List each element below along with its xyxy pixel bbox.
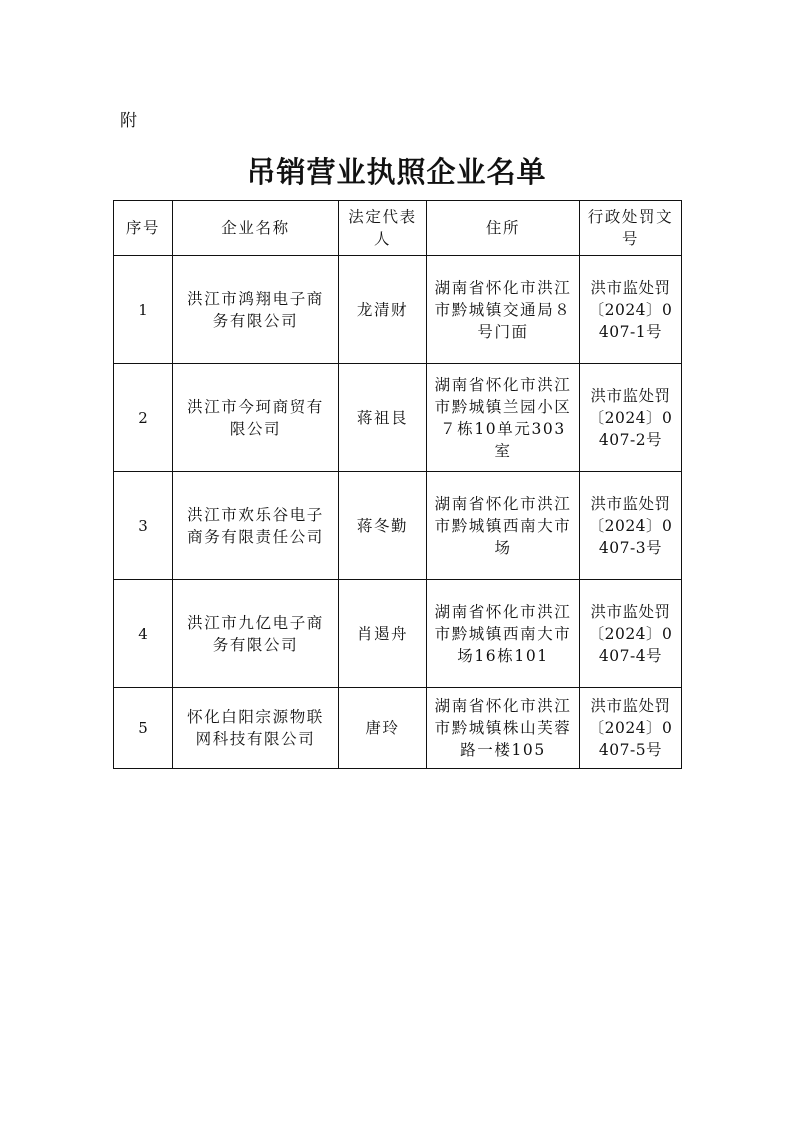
row-address: 湖南省怀化市洪江市黔城镇兰园小区７栋10单元303室 [427,364,580,472]
row-legal-rep: 蒋祖艮 [339,364,427,472]
attachment-label: 附 [120,111,137,131]
row-legal-rep: 蒋冬勤 [339,472,427,580]
header-doc-no: 行政处罚文号 [580,201,682,256]
table-row [114,472,682,580]
row-company: 洪江市欢乐谷电子商务有限责任公司 [173,472,339,580]
row-doc-no: 洪市监处罚〔2024〕0407-1号 [580,256,682,364]
header-legal-rep: 法定代表人 [339,201,427,256]
table-row [114,364,682,472]
header-index: 序号 [114,201,173,256]
row-index: 1 [114,256,173,364]
row-company: 怀化白阳宗源物联网科技有限公司 [173,688,339,769]
row-legal-rep: 肖遏舟 [339,580,427,688]
row-address: 湖南省怀化市洪江市黔城镇西南大市场16栋101 [427,580,580,688]
row-doc-no: 洪市监处罚〔2024〕0407-2号 [580,364,682,472]
row-doc-no: 洪市监处罚〔2024〕0407-3号 [580,472,682,580]
row-company: 洪江市九亿电子商务有限公司 [173,580,339,688]
header-address: 住所 [427,201,580,256]
row-address: 湖南省怀化市洪江市黔城镇株山芙蓉路一楼105 [427,688,580,769]
row-address: 湖南省怀化市洪江市黔城镇西南大市场 [427,472,580,580]
table-header-row [114,201,682,256]
row-index: 3 [114,472,173,580]
table-row [114,688,682,769]
revocation-table [113,200,682,769]
row-address: 湖南省怀化市洪江市黔城镇交通局８号门面 [427,256,580,364]
row-doc-no: 洪市监处罚〔2024〕0407-4号 [580,580,682,688]
table-row [114,256,682,364]
page-title: 吊销营业执照企业名单 [246,155,547,189]
header-company: 企业名称 [173,201,339,256]
table-row [114,580,682,688]
row-index: 2 [114,364,173,472]
row-legal-rep: 龙清财 [339,256,427,364]
row-company: 洪江市今珂商贸有限公司 [173,364,339,472]
row-index: 5 [114,688,173,769]
row-index: 4 [114,580,173,688]
row-doc-no: 洪市监处罚〔2024〕0407-5号 [580,688,682,769]
row-legal-rep: 唐玲 [339,688,427,769]
row-company: 洪江市鸿翔电子商务有限公司 [173,256,339,364]
